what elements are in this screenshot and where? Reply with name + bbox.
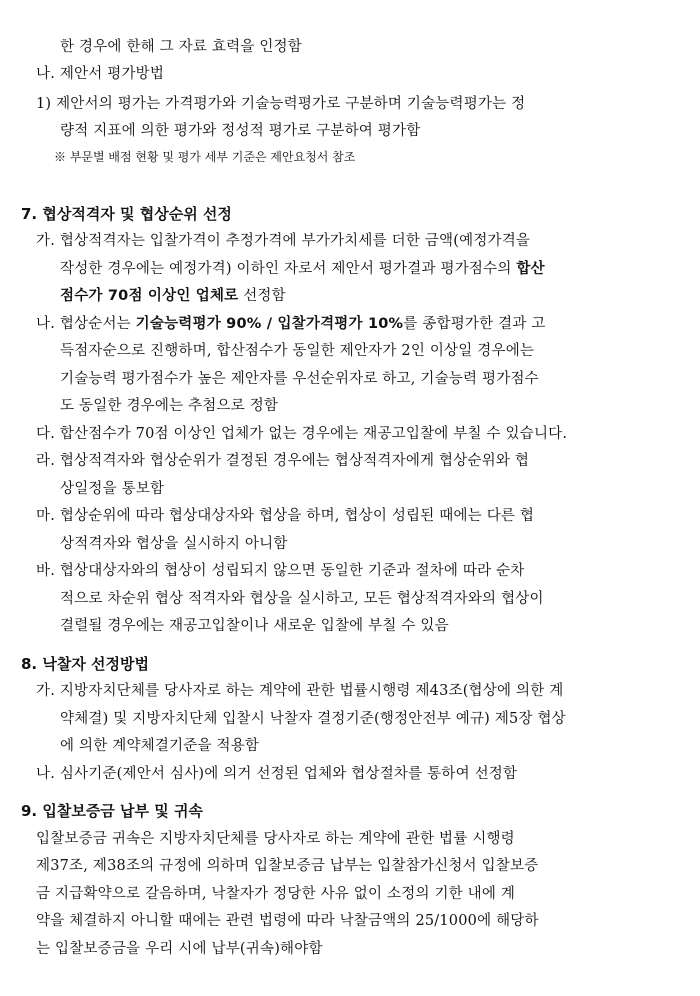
text-line: 한 경우에 한해 그 자료 효력을 인정함 (60, 39, 302, 55)
text-line: 바. 협상대상자와의 협상이 성립되지 않으면 동일한 기준과 절차에 따라 순차 (36, 563, 525, 579)
text-line: 마. 협상순위에 따라 협상대상자와 협상을 하며, 협상이 성립된 때에는 다른 협 (36, 508, 535, 524)
text-line: 작성한 경우에는 예정가격) 이하인 자로서 제안서 평가결과 평가점수의 합산 (60, 261, 545, 277)
text-line: 량적 지표에 의한 평가와 정성적 평가로 구분하여 평가함 (60, 123, 421, 139)
text-line: 나. 협상순서는 기술능력평가 90% / 입찰가격평가 10%를 종합평가한 결과 고 (36, 316, 546, 332)
text-line: 가. 지방자치단체를 당사자로 하는 계약에 관한 법률시행령 제43조(협상에 의한 계 (36, 683, 564, 699)
text-line: 다. 합산점수가 70점 이상인 업체가 없는 경우에는 재공고입찰에 부칠 수 있습니다. (36, 426, 568, 442)
text-line: 점수가 70점 이상인 업체로 선정함 (60, 288, 286, 304)
section-7-heading: 7. 협상적격자 및 협상순위 선정 (21, 205, 232, 223)
text-line: 입찰보증금 귀속은 지방자치단체를 당사자로 하는 계약에 관한 법률 시행령 (36, 831, 515, 847)
text-line: 기술능력 평가점수가 높은 제안자를 우선순위자로 하고, 기술능력 평가점수 (60, 371, 539, 387)
subsection-heading: 나. 제안서 평가방법 (36, 66, 165, 82)
text-line: 득점자순으로 진행하며, 합산점수가 동일한 제안자가 2인 이상일 경우에는 (60, 343, 535, 359)
text-line: 제37조, 제38조의 규정에 의하며 입찰보증금 납부는 입찰참가신청서 입찰보증 (36, 858, 539, 874)
section-8-heading: 8. 낙찰자 선정방법 (21, 655, 150, 673)
text-line: 결렬될 경우에는 재공고입찰이나 새로운 입찰에 부칠 수 있음 (60, 618, 449, 634)
text-line: 는 입찰보증금을 우리 시에 납부(귀속)해야함 (36, 941, 323, 957)
text-line: 에 의한 계약체결기준을 적용함 (60, 738, 260, 754)
text-line: 도 동일한 경우에는 추첨으로 정함 (60, 398, 279, 414)
section-9-heading: 9. 입찰보증금 납부 및 귀속 (21, 802, 203, 820)
text-line: 약체결) 및 지방자치단체 입찰시 낙찰자 결정기준(행정안전부 예규) 제5장 협상 (60, 711, 566, 727)
text-line: 가. 협상적격자는 입찰가격이 추정가격에 부가가치세를 더한 금액(예정가격을 (36, 233, 531, 249)
text-line: 상적격자와 협상을 실시하지 아니함 (60, 536, 288, 552)
reference-note: ※ 부문별 배점 현황 및 평가 세부 기준은 제안요청서 참조 (54, 150, 356, 164)
text-line: 금 지급확약으로 갈음하며, 낙찰자가 정당한 사유 없이 소정의 기한 내에 계 (36, 886, 516, 902)
text-line: 라. 협상적격자와 협상순위가 결정된 경우에는 협상적격자에게 협상순위와 협 (36, 453, 530, 469)
text-line: 약을 체결하지 아니할 때에는 관련 법령에 따라 낙찰금액의 25/1000에 해당하 (36, 913, 539, 929)
text-line: 적으로 차순위 협상 적격자와 협상을 실시하고, 모든 협상적격자와의 협상이 (60, 591, 544, 607)
text-line: 1) 제안서의 평가는 가격평가와 기술능력평가로 구분하며 기술능력평가는 정 (36, 96, 526, 112)
text-line: 나. 심사기준(제안서 심사)에 의거 선정된 업체와 협상절차를 통하여 선정함 (36, 766, 518, 782)
text-line: 상일정을 통보함 (60, 481, 165, 497)
